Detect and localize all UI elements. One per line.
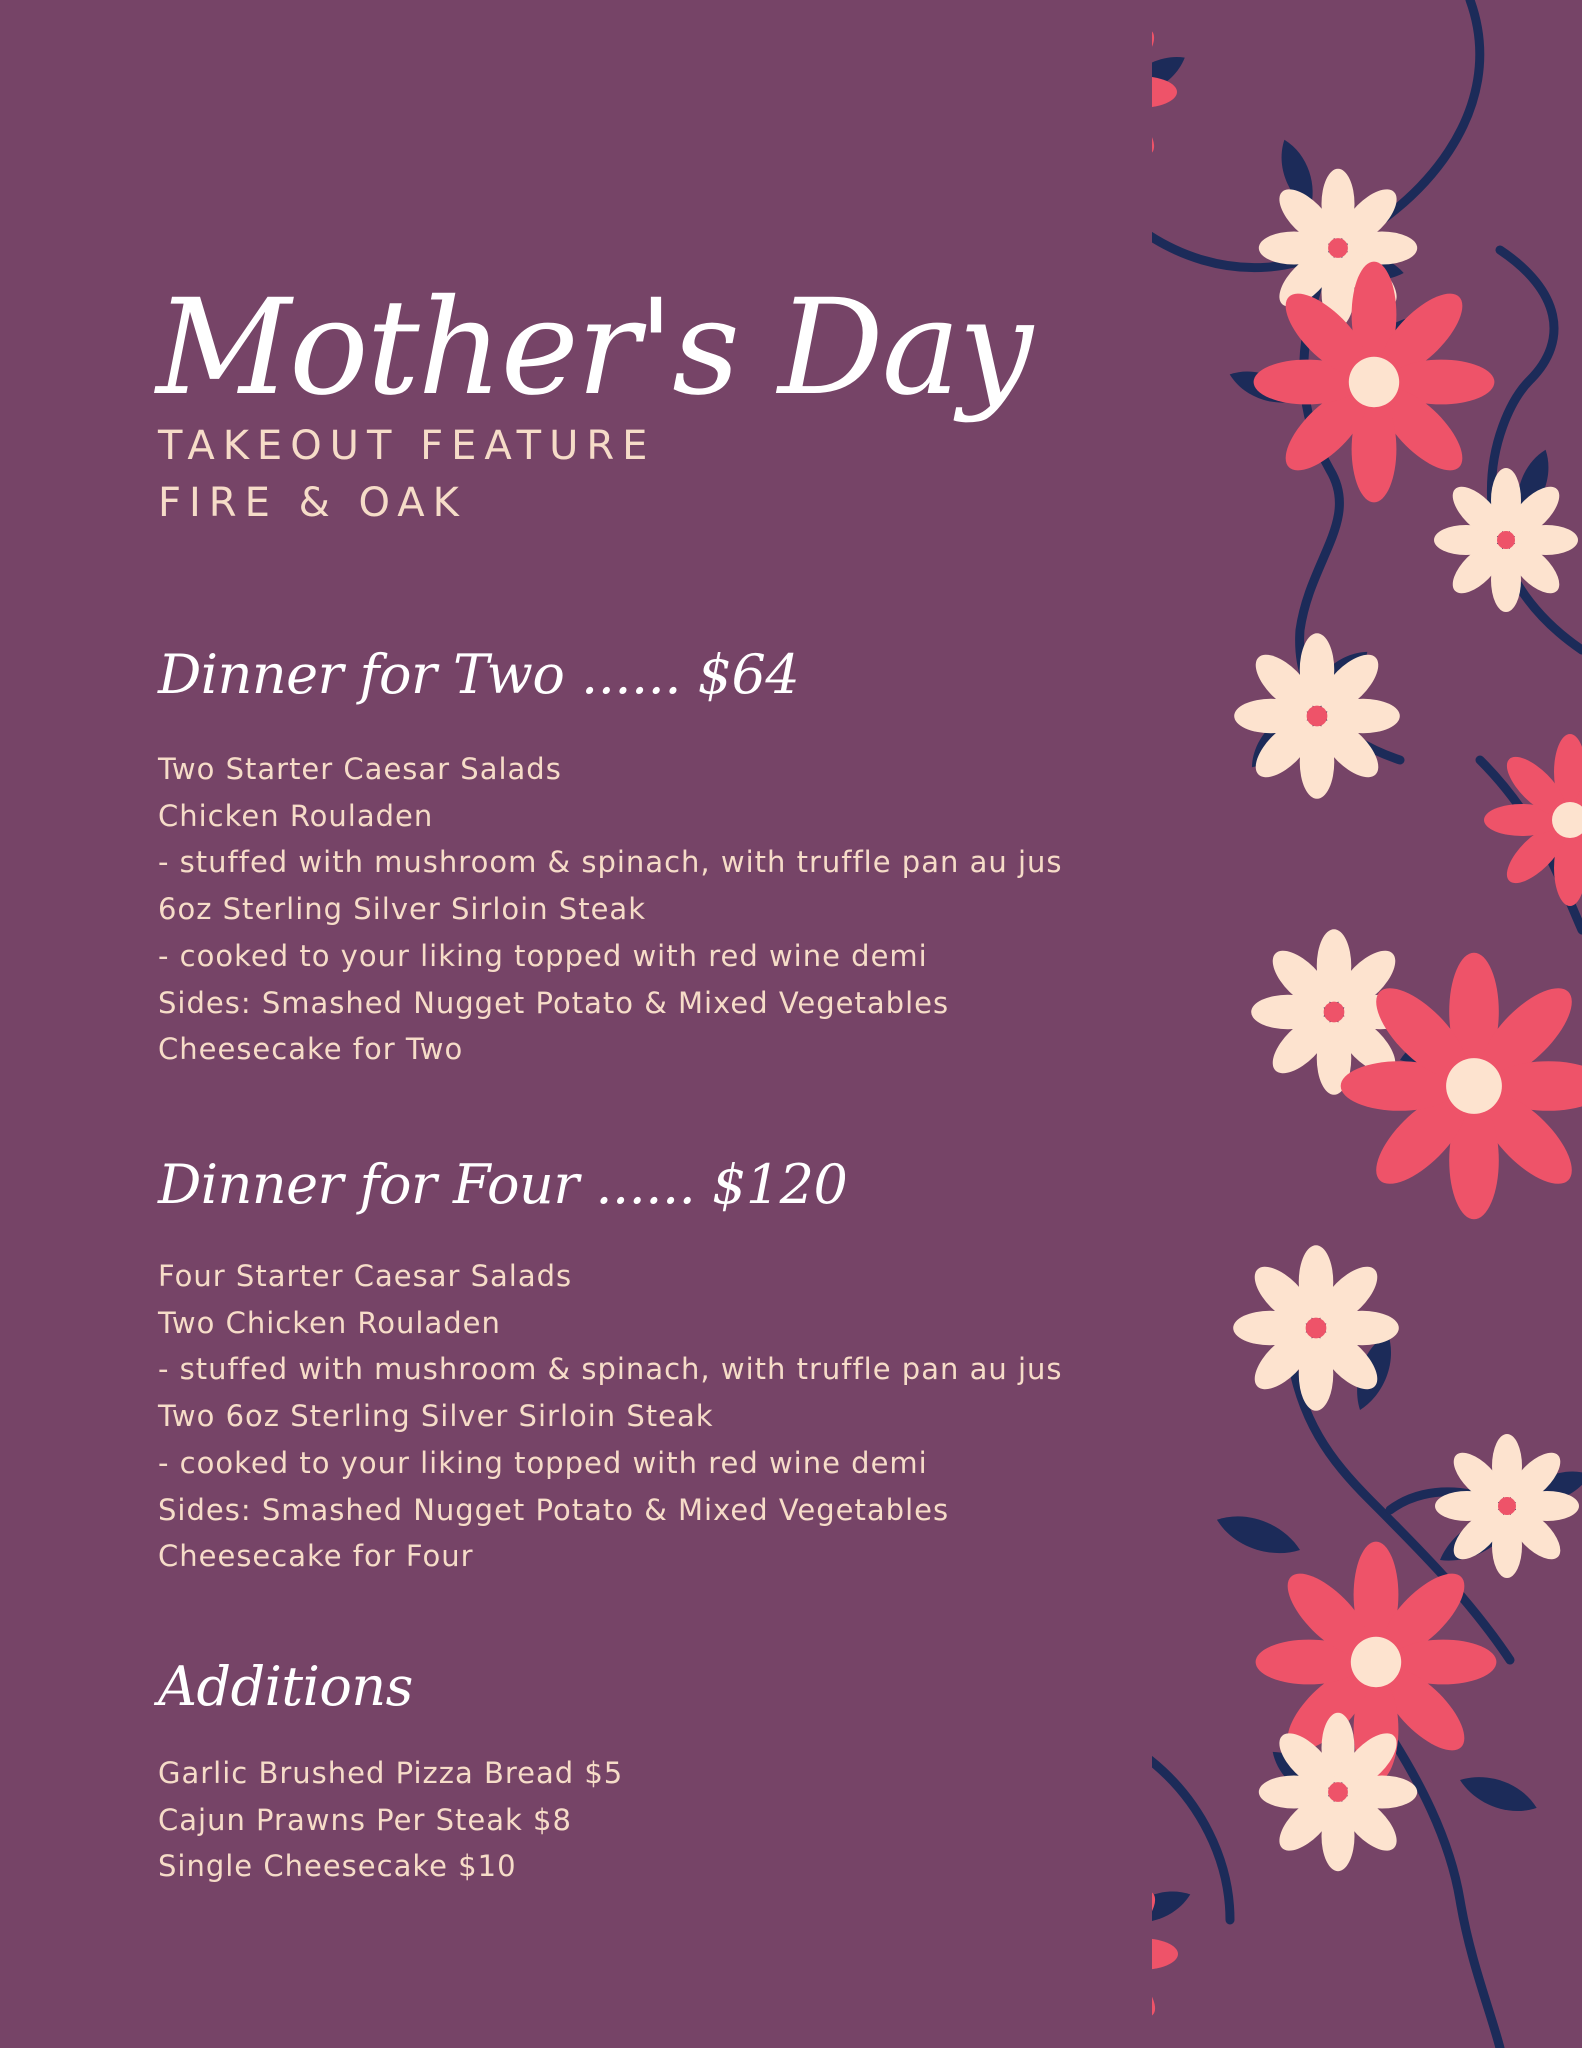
list-item: - stuffed with mushroom & spinach, with truffle pan au jus xyxy=(158,1352,1063,1387)
list-item: Cheesecake for Four xyxy=(158,1539,474,1574)
dinner-for-four-list xyxy=(158,1253,1063,1580)
list-item: Cajun Prawns Per Steak $8 xyxy=(158,1802,572,1837)
list-item: - cooked to your liking topped with red wine demi xyxy=(158,1445,928,1480)
additions-list xyxy=(158,1750,623,1890)
subtitle-takeout-feature: TAKEOUT FEATURE xyxy=(158,423,656,469)
floral-vine-border-icon xyxy=(1152,0,1582,2048)
page-title: Mother's Day xyxy=(156,271,1031,425)
list-item: 6oz Sterling Silver Sirloin Steak xyxy=(158,892,646,927)
list-item: Cheesecake for Two xyxy=(158,1032,464,1067)
list-item: Two 6oz Sterling Silver Sirloin Steak xyxy=(158,1399,714,1434)
list-item: Single Cheesecake $10 xyxy=(158,1849,517,1884)
list-item: - cooked to your liking topped with red wine demi xyxy=(158,938,928,973)
list-item: Chicken Rouladen xyxy=(158,798,434,833)
list-item: Sides: Smashed Nugget Potato & Mixed Vegetables xyxy=(158,1492,950,1527)
list-item: Two Starter Caesar Salads xyxy=(158,752,562,786)
list-item: Four Starter Caesar Salads xyxy=(158,1259,573,1293)
subtitle-restaurant-name: FIRE & OAK xyxy=(158,480,467,526)
list-item: Sides: Smashed Nugget Potato & Mixed Vegetables xyxy=(158,985,950,1020)
dinner-for-two-list xyxy=(158,746,1063,1073)
additions-heading: Additions xyxy=(158,1655,413,1718)
dinner-for-four-heading: Dinner for Four ...... $120 xyxy=(158,1153,848,1216)
list-item: Garlic Brushed Pizza Bread $5 xyxy=(158,1756,624,1790)
dinner-for-two-heading: Dinner for Two ...... $64 xyxy=(158,643,800,706)
list-item: Two Chicken Rouladen xyxy=(158,1305,501,1340)
list-item: - stuffed with mushroom & spinach, with truffle pan au jus xyxy=(158,845,1063,880)
